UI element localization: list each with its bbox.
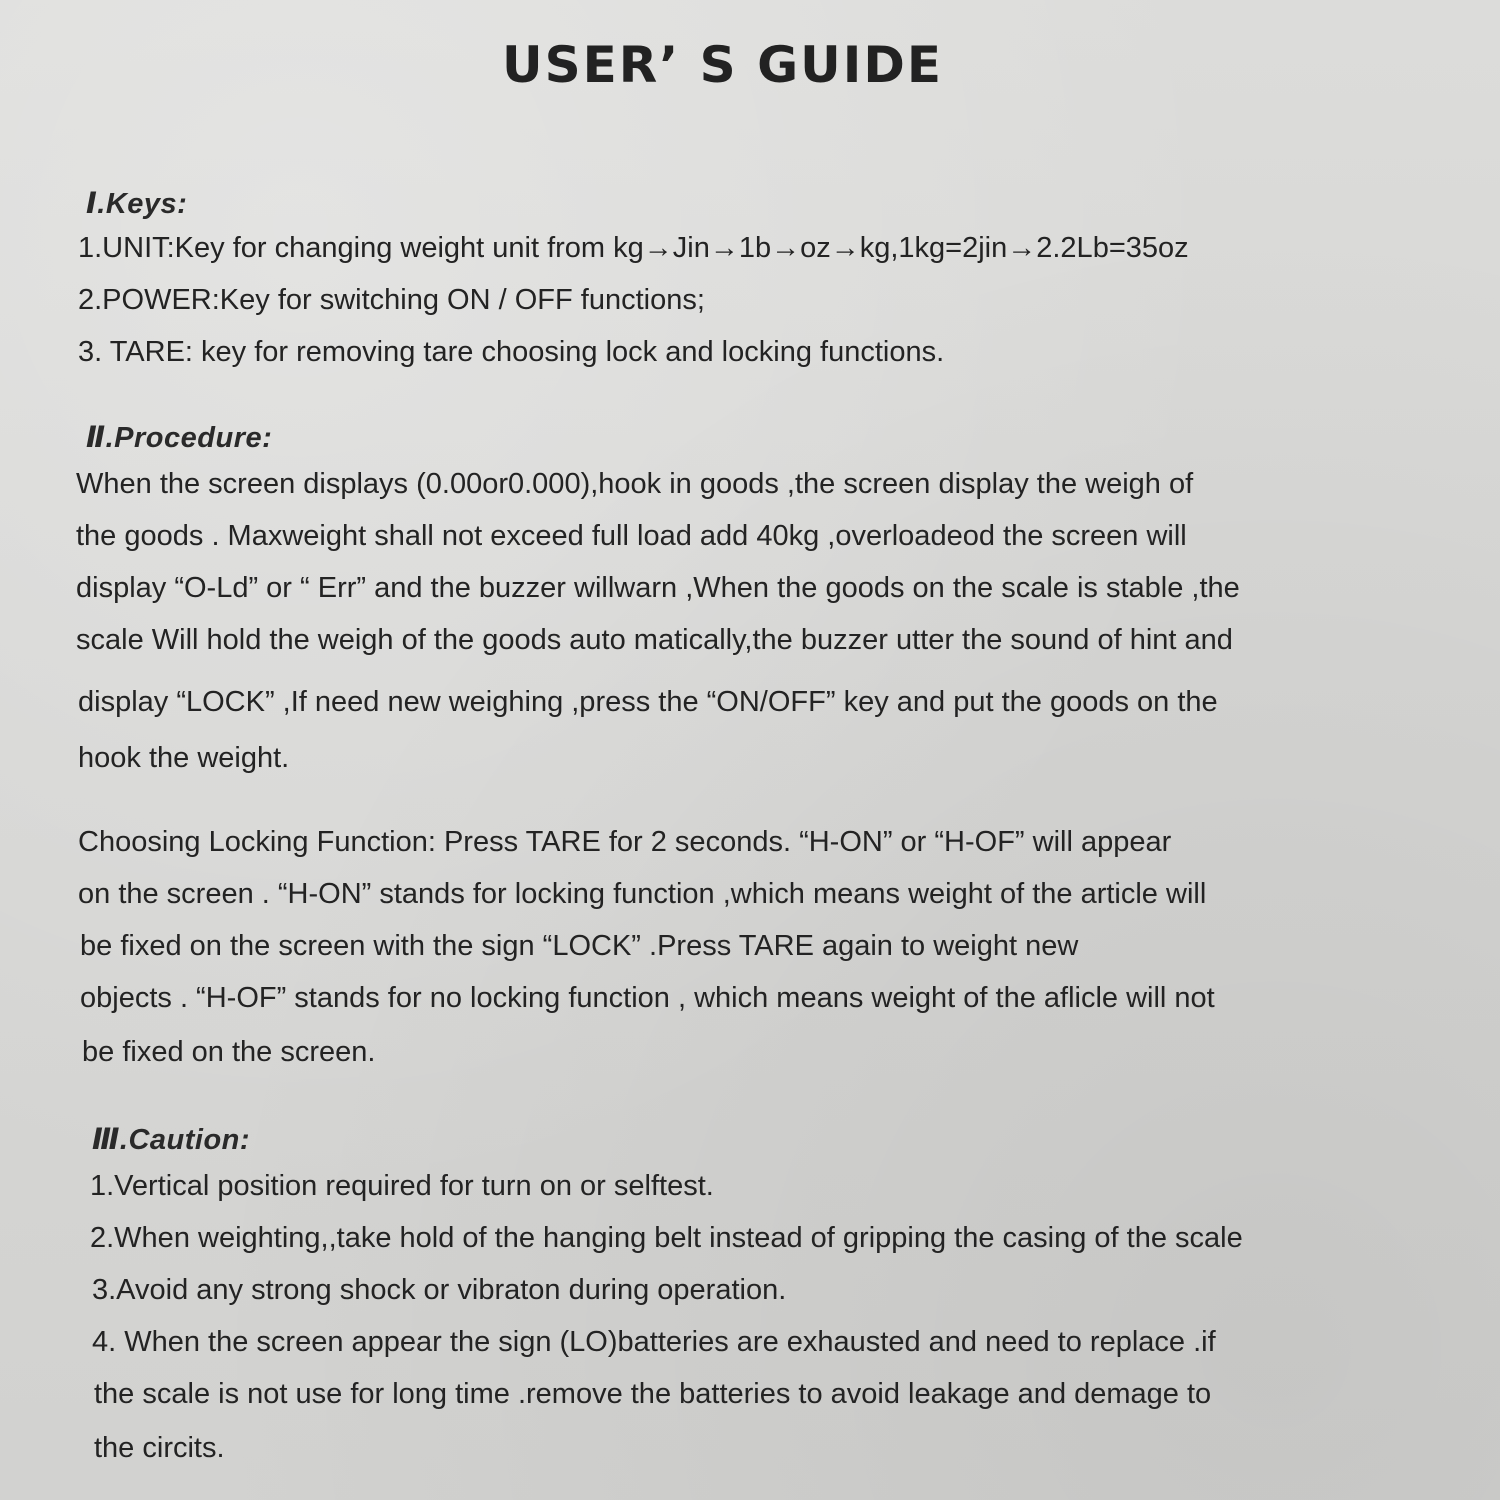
caution-item: 2.When weighting,,take hold of the hanging belt instead of gripping the casing of the scale: [90, 1222, 1243, 1254]
keys-item-power: 2.POWER:Key for switching ON / OFF functions;: [78, 284, 705, 316]
caution-heading: Ⅲ.Caution:: [92, 1124, 251, 1156]
procedure-line: When the screen displays (0.00or0.000),hook in goods ,the screen display the weigh of: [76, 468, 1194, 500]
procedure-line: display “LOCK” ,If need new weighing ,press the “ON/OFF” key and put the goods on the: [78, 686, 1218, 718]
keys-item-tare: 3. TARE: key for removing tare choosing lock and locking functions.: [78, 336, 945, 368]
locking-function-line: on the screen . “H-ON” stands for locking function ,which means weight of the article will: [78, 878, 1207, 910]
procedure-line: hook the weight.: [78, 742, 290, 774]
page-title: USER’ S GUIDE: [502, 36, 943, 94]
caution-item: the circits.: [94, 1432, 225, 1464]
caution-item: 4. When the screen appear the sign (LO)batteries are exhausted and need to replace .if: [92, 1326, 1216, 1358]
procedure-line: the goods . Maxweight shall not exceed full load add 40kg ,overloadeod the screen will: [76, 520, 1187, 552]
procedure-line: display “O-Ld” or “ Err” and the buzzer willwarn ,When the goods on the scale is stable ,the: [76, 572, 1240, 604]
locking-function-line: Choosing Locking Function: Press TARE for 2 seconds. “H-ON” or “H-OF” will appear: [78, 826, 1172, 858]
keys-item-unit: 1.UNIT:Key for changing weight unit from kg→Jin→1b→oz→kg,1kg=2jin→2.2Lb=35oz: [78, 232, 1189, 264]
procedure-line: scale Will hold the weigh of the goods auto matically,the buzzer utter the sound of hint and: [76, 624, 1233, 656]
caution-item: 3.Avoid any strong shock or vibraton during operation.: [92, 1274, 787, 1306]
caution-item: the scale is not use for long time .remove the batteries to avoid leakage and demage to: [94, 1378, 1212, 1410]
locking-function-line: objects . “H-OF” stands for no locking function , which means weight of the aflicle will not: [80, 982, 1215, 1014]
caution-item: 1.Vertical position required for turn on or selftest.: [90, 1170, 714, 1202]
procedure-heading: Ⅱ.Procedure:: [86, 422, 273, 454]
locking-function-line: be fixed on the screen with the sign “LOCK” .Press TARE again to weight new: [80, 930, 1079, 962]
locking-function-line: be fixed on the screen.: [82, 1036, 376, 1068]
keys-heading: Ⅰ.Keys:: [86, 188, 188, 220]
